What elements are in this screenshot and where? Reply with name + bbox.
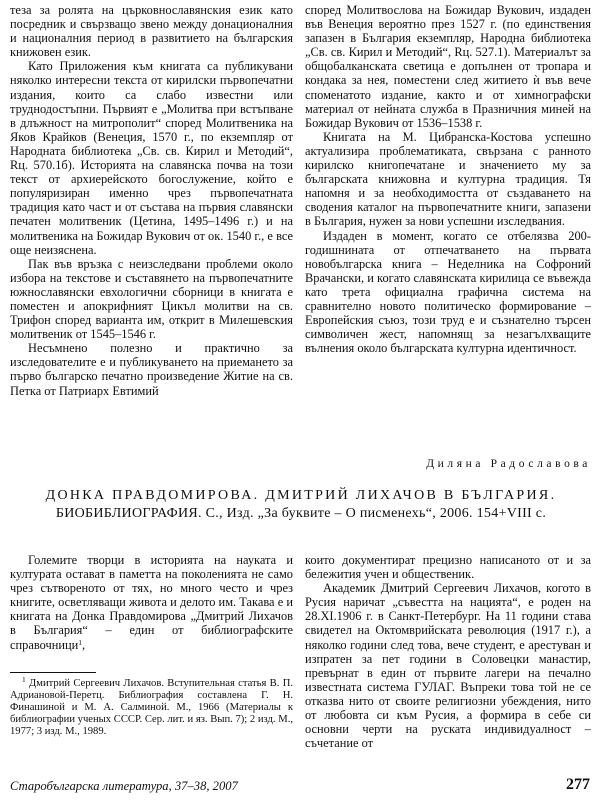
paragraph: Несъмнено полезно и практично за изследователите е и публикуването на приемането за първо българско печатно произведение Житие на св. Петка от Патриарх Евтимий (10, 341, 293, 398)
running-footer-journal: Старобългарска литература, 37–38, 2007 (10, 779, 238, 793)
top-right-column (305, 3, 591, 355)
footnote-text: Дмитрий Сергеевич Лихачов. Вступительная статья В. П. Адриановой-Перетц. Библиография составлена Г. Н. Финашиной и М. А. Салминой. М., 1966 (Материалы к библиографии ученых СССР. Сер. лит. и яз. Вып. 7); 2 изд. М., 1977; 3 изд. М., 1989. (10, 678, 293, 738)
paragraph: които документират прецизно написаното от и за бележития учен и общественик. (305, 553, 591, 582)
paragraph: Академик Дмитрий Сергеевич Лихачов, когото в Русия наричат „съвестта на нацията“, е роден на 28.XI.1906 г. в Санкт-Петербург. На 11 години става свидетел на Октомврийската революция (1917 г.), а няколко години след това, вече студент, е арестуван и изпратен за пет години в Соловецки манастир, превърнат в един от първите лагери на печално известната система ГУЛАГ. Въпреки това той не се отказва нито от своите религиозни убеждения, нито от любовта си към Русия, а формира в себе си основни черти на руската индивидуалност – съчетание от (305, 581, 591, 751)
review-heading-line-2: БИОБИБЛИОГРАФИЯ. С., Изд. „За буквите – О писменехь“, 2006. 154+VIII с. (55, 506, 547, 521)
top-left-column (10, 3, 293, 398)
paragraph: теза за ролята на църковнославянския език като посредник и свързващо звено между донационалния и националния период в развитието на българския книжовен език. (10, 3, 293, 60)
review-signature: Дилянa Радославова (426, 458, 591, 470)
review-heading-line-1: ДОНКА ПРАВДОМИРОВА. ДМИТРИЙ ЛИХАЧОВ В БЪЛГАРИЯ. (45, 488, 557, 503)
paragraph (10, 553, 293, 652)
paragraph: Пак във връзка с неизследвани проблеми около избора на текстове и съставянето на първопечатните южнославянски евхологични сборници в книгата е поместен и апокрифният Цикъл молитви на св. Трифон според варианта им, открит в Милешевския молитвеник от 1545–1546 г. (10, 256, 293, 342)
footnote-marker: 1 (22, 675, 26, 684)
footnote-paragraph (10, 675, 293, 738)
footnote (10, 675, 293, 738)
footnote-divider (10, 672, 96, 673)
paragraph-text-end: , (81, 637, 86, 652)
paragraph-text: Големите творци в историята на науката и културата остават в паметта на поколенията не само чрез сътвореното от тях, но много често и чрез книгите, осветляващи живота и делото им. Такава е и книгата на Донка Правдомирова „Дмитрий Лихачов в България“ – един от библиографските справочници (10, 553, 293, 652)
paragraph: Издаден в момент, когато се отбелязва 200-годишнината от отпечатването на първата новобългарска книга – Неделника на Софроний Врачански, и когато славянската кирилица се въвежда като трета официална графична система на сравнително новото политическо формирование – Европейския съюз, този труд е и съзнателно търсен символичен жест, напомнящ за незагълхващите вълнения около българската културна идентичност. (305, 228, 591, 356)
bottom-left-column (10, 553, 293, 652)
review-heading (8, 487, 594, 523)
paragraph: според Молитвослова на Божидар Вукович, издаден във Венеция вероятно през 1527 г. (по единствения запазен в България екземпляр, Народна библиотека „Св. св. Кирил и Методий“, Rц. 527.1). Материалът за общобалканската светица е допълнен от тропара и кондака за нея, поместени след житието ѝ във вече споменатото издание, както и от химнографски материал от нейната служба в Празничния миней на Божидар Вукович от 1536–1538 г. (305, 3, 591, 130)
paragraph: Книгата на М. Цибранска-Костова успешно актуализира проблематиката, свързана с ранното кирилско книгопечатане и значението му за българската книжовна и културна традиция. Тя напомня и за необходимостта от създаването на сводения каталог на първопечатните книги, запазени в България, нужен за нови успешни изследвания. (305, 129, 591, 229)
paragraph: Като Приложения към книгата са публикувани няколко интересни текста от кирилски първопечатни издания, които са слабо известни или труднодостъпни. Първият е „Молитва при встъпване в длъжност на митрополит“ според Молитвеника на Яков Крайков (Венеция, 1570 г., по екземпляр от Народната библиотека „Св. св. Кирил и Методий“, Rц. 570.1б). Историята на славянска почва на този текст от архиерейското богослужение, който е популяризиран именно чрез първопечатната традиция като част и от състава на първия славянски печатен молитвеник (Цетина, 1495–1496 г.) и на молитвеника на Божидар Вукович от ок. 1540 г., е все още неизяснена. (10, 59, 293, 257)
footnote-reference: 1 (78, 637, 82, 647)
page-number: 277 (566, 776, 590, 793)
bottom-right-column (305, 553, 591, 750)
